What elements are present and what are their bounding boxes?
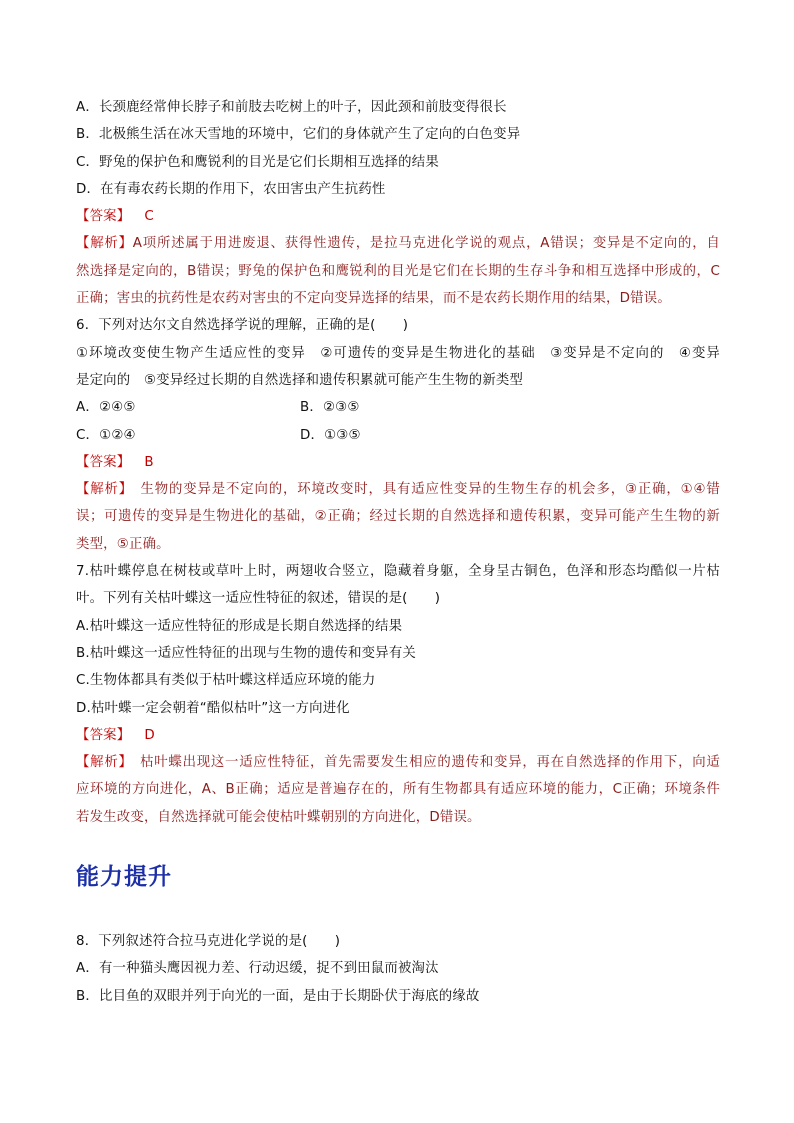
q6-options-row — [76, 394, 720, 421]
answer-label: 【答案】 — [76, 727, 131, 743]
q7-analysis-line: 应环境的方向进化，A、B正确；适应是普遍存在的，所有生物都具有适应环境的能力，C正确；环境条件 — [76, 782, 720, 798]
document-body — [76, 94, 720, 831]
q6-statements: ①环境改变使生物产生适应性的变异 ②可遗传的变异是生物进化的基础 ③变异是不定向的 ④变异 — [76, 345, 720, 361]
q7-analysis-line: 【解析】 枯叶蝶出现这一适应性特征，首先需要发生相应的遗传和变异，再在自然选择的作用下，向适 — [76, 755, 720, 771]
answer-label: 【答案】 — [76, 209, 131, 225]
q8-block — [76, 928, 720, 1010]
q6-statements: 是定向的 ⑤变异经过长期的自然选择和遗传积累就可能产生生物的新类型 — [76, 372, 524, 388]
q7-option-d: D.枯叶蝶一定会朝着“酷似枯叶”这一方向进化 — [76, 700, 350, 716]
analysis-label: 【解析】 — [76, 236, 133, 252]
q7-option-a: A.枯叶蝶这一适应性特征的形成是长期自然选择的结果 — [76, 618, 403, 634]
q6-analysis-line: 类型，⑤正确。 — [76, 536, 170, 552]
q5-option-a: A．长颈鹿经常伸长脖子和前肢去吃树上的叶子，因此颈和前肢变得很长 — [76, 100, 507, 115]
q6-answer — [76, 449, 720, 476]
q8-option-b: B．比目鱼的双眼并列于向光的一面，是由于长期卧伏于海底的缘故 — [76, 988, 480, 1004]
q7-stem: 叶。下列有关枯叶蝶这一适应性特征的叙述，错误的是( ) — [76, 591, 441, 607]
q5-analysis-line: 【解析】A项所述属于用进废退、获得性遗传，是拉马克进化学说的观点，A错误；变异是不定向的，自 — [76, 236, 720, 252]
q5-answer — [76, 203, 720, 230]
analysis-label: 【解析】 — [76, 755, 126, 771]
q5-analysis-line: 正确；害虫的抗药性是农药对害虫的不定向变异选择的结果，而不是农药长期作用的结果，D错误。 — [76, 291, 671, 307]
q6-stem: 6．下列对达尔文自然选择学说的理解，正确的是( ) — [76, 318, 409, 334]
q5-option-d: D．在有毒农药长期的作用下，农田害虫产生抗药性 — [76, 181, 386, 197]
q5-option-c: C．野兔的保护色和鹰锐利的目光是它们长期相互选择的结果 — [76, 154, 439, 170]
q7-answer — [76, 722, 720, 749]
q7-option-c: C.生物体都具有类似于枯叶蝶这样适应环境的能力 — [76, 673, 376, 689]
answer-value: D — [144, 727, 155, 743]
q6-option-c: C．①②④ — [76, 427, 136, 443]
q7-analysis-line: 若发生改变，自然选择就可能会使枯叶蝶朝别的方向进化，D错误。 — [76, 809, 481, 825]
q5-analysis-line: 然选择是定向的，B错误；野兔的保护色和鹰锐利的目光是它们在长期的生存斗争和相互选择中形成的，C — [76, 263, 720, 279]
analysis-label: 【解析】 — [76, 482, 127, 498]
q6-option-b: B．②③⑤ — [300, 400, 360, 416]
q6-analysis-line: 误；可遗传的变异是生物进化的基础，②正确；经过长期的自然选择和遗传积累，变异可能产生生物的新 — [76, 509, 720, 525]
q6-option-d: D．①③⑤ — [300, 427, 361, 443]
q8-option-a: A．有一种猫头鹰因视力差、行动迟缓，捉不到田鼠而被淘汰 — [76, 961, 439, 977]
q6-options-row — [76, 422, 720, 449]
q8-stem: 8．下列叙述符合拉马克进化学说的是( ) — [76, 934, 341, 949]
q7-stem: 7.枯叶蝶停息在树枝或草叶上时，两翅收合竖立，隐藏着身躯，全身呈古铜色，色泽和形态均酷似一片枯 — [76, 564, 720, 580]
section-title: 能力提升 — [76, 864, 172, 890]
q6-option-a: A．②④⑤ — [76, 400, 136, 416]
q7-option-b: B.枯叶蝶这一适应性特征的出现与生物的遗传和变异有关 — [76, 645, 417, 661]
answer-label: 【答案】 — [76, 454, 131, 470]
answer-value: C — [144, 209, 154, 225]
q6-analysis-line: 【解析】 生物的变异是不定向的，环境改变时，具有适应性变异的生物生存的机会多，③正确，①④错 — [76, 482, 720, 498]
q5-option-b: B．北极熊生活在冰天雪地的环境中，它们的身体就产生了定向的白色变异 — [76, 127, 521, 143]
answer-value: B — [144, 454, 154, 470]
